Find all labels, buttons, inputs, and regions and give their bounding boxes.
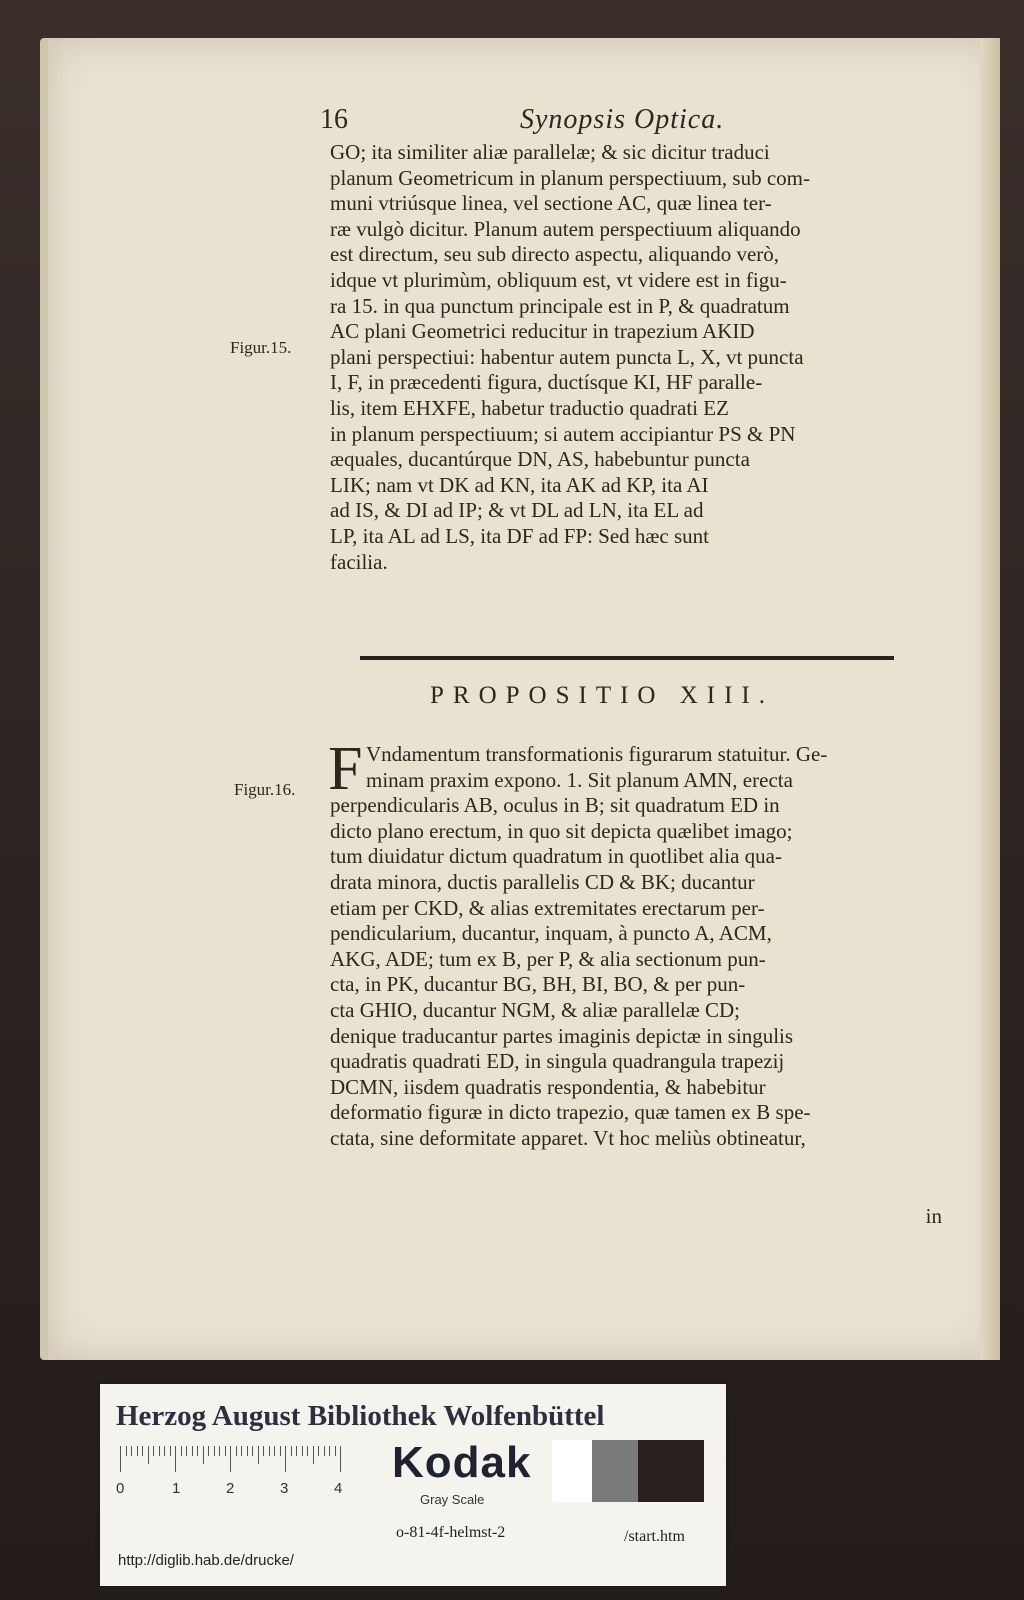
- ruler-tick: [291, 1446, 292, 1456]
- text-line: DCMN, iisdem quadratis respondentia, & habebitur: [330, 1074, 766, 1099]
- gray-swatch-white: [552, 1440, 592, 1502]
- ruler-tick: [225, 1446, 226, 1456]
- text-line: drata minora, ductis parallelis CD & BK; ducantur: [330, 869, 755, 894]
- ruler-tick: [120, 1446, 121, 1472]
- ruler: [120, 1446, 360, 1472]
- ruler-tick: [197, 1446, 198, 1456]
- text-line: deformatio figuræ in dicto trapezio, quæ tamen ex B spe-: [330, 1100, 811, 1125]
- text-line: ctata, sine deformitate apparet. Vt hoc meliùs obtineatur,: [330, 1125, 806, 1150]
- text-line: lis, item EHXFE, habetur traductio quadrati EZ: [330, 395, 729, 420]
- ruler-tick: [340, 1446, 341, 1472]
- text-line: GO; ita similiter aliæ parallelæ; & sic dicitur traduci: [330, 140, 770, 164]
- ruler-number: 2: [226, 1480, 235, 1497]
- ruler-number: 1: [172, 1480, 181, 1497]
- ruler-tick: [126, 1446, 127, 1456]
- library-label-card: [100, 1384, 726, 1586]
- ruler-tick: [329, 1446, 330, 1456]
- ruler-tick: [192, 1446, 193, 1456]
- text-line: LIK; nam vt DK ad KN, ita AK ad KP, ita AI: [330, 472, 709, 497]
- page-edge: [980, 38, 1000, 1360]
- ruler-tick: [137, 1446, 138, 1456]
- ruler-number: 0: [116, 1480, 125, 1497]
- url-left: http://diglib.hab.de/drucke/: [118, 1552, 294, 1569]
- text-line: cta, in PK, ducantur BG, BH, BI, BO, & per pun-: [330, 972, 746, 997]
- library-name: Herzog August Bibliothek Wolfenbüttel: [116, 1400, 605, 1432]
- ruler-tick: [335, 1446, 336, 1456]
- text-line: ra 15. in qua punctum principale est in P, & quadratum: [330, 293, 790, 318]
- text-line: muni vtriúsque linea, vel sectione AC, quæ linea ter-: [330, 191, 772, 216]
- ruler-tick: [324, 1446, 325, 1456]
- ruler-tick: [186, 1446, 187, 1456]
- ruler-tick: [164, 1446, 165, 1456]
- ruler-tick: [252, 1446, 253, 1456]
- text-line: cta GHIO, ducantur NGM, & aliæ parallelæ CD;: [330, 997, 740, 1022]
- ruler-tick: [236, 1446, 237, 1456]
- margin-note-figure-16: Figur.16.: [234, 780, 296, 799]
- text-line: est directum, seu sub directo aspectu, aliquando verò,: [330, 242, 780, 267]
- ruler-tick: [296, 1446, 297, 1456]
- ruler-tick: [247, 1446, 248, 1456]
- ruler-tick: [263, 1446, 264, 1456]
- ruler-tick: [285, 1446, 286, 1472]
- gray-scale-label: Gray Scale: [420, 1492, 485, 1507]
- running-title: Synopsis Optica.: [520, 104, 725, 135]
- ruler-tick: [181, 1446, 182, 1456]
- ruler-tick: [159, 1446, 160, 1456]
- ruler-tick: [241, 1446, 242, 1456]
- ruler-tick: [230, 1446, 231, 1472]
- section-rule: [360, 656, 894, 660]
- text-line: plani perspectiui: habentur autem puncta L, X, vt puncta: [330, 344, 804, 369]
- text-line: in planum perspectiuum; si autem accipiantur PS & PN: [330, 421, 796, 446]
- text-line: LP, ita AL ad LS, ita DF ad FP: Sed hæc sunt: [330, 523, 709, 548]
- ruler-tick: [208, 1446, 209, 1456]
- ruler-tick: [203, 1446, 204, 1464]
- shelfmark: o-81-4f-helmst-2: [396, 1524, 506, 1541]
- text-line: ad IS, & DI ad IP; & vt DL ad LN, ita EL ad: [330, 498, 704, 523]
- ruler-tick: [142, 1446, 143, 1456]
- ruler-tick: [269, 1446, 270, 1456]
- text-line: pendicularium, ducantur, inquam, à puncto A, ACM,: [330, 921, 772, 946]
- text-line: AC plani Geometrici reducitur in trapezium AKID: [330, 319, 755, 344]
- kodak-logo: Kodak: [392, 1438, 532, 1487]
- text-line: AKG, ADE; tum ex B, per P, & alia sectionum pun-: [330, 946, 766, 971]
- ruler-tick: [307, 1446, 308, 1456]
- ruler-tick: [302, 1446, 303, 1456]
- ruler-tick: [318, 1446, 319, 1456]
- text-line: ræ vulgò dicitur. Planum autem perspectiuum aliquando: [330, 216, 801, 241]
- ruler-number: 4: [334, 1480, 343, 1497]
- ruler-tick: [131, 1446, 132, 1456]
- text-line: facilia.: [330, 549, 388, 574]
- ruler-tick: [313, 1446, 314, 1464]
- margin-note-figure-15: Figur.15.: [230, 338, 292, 357]
- catchword: in: [925, 1204, 942, 1228]
- page-number: 16: [320, 104, 348, 135]
- text-line: quadratis quadrati ED, in singula quadrangula trapezij: [330, 1049, 785, 1074]
- text-line: minam praxim expono. 1. Sit planum AMN, erecta: [366, 767, 793, 792]
- drop-capital: F: [328, 735, 363, 803]
- text-line: Vndamentum transformationis figurarum statuitur. Ge-: [366, 742, 828, 766]
- ruler-tick: [170, 1446, 171, 1456]
- text-line: I, F, in præcedenti figura, ductísque KI, HF paralle-: [330, 370, 763, 395]
- ruler-tick: [219, 1446, 220, 1456]
- ruler-tick: [148, 1446, 149, 1464]
- ruler-tick: [280, 1446, 281, 1456]
- text-line: denique traducantur partes imaginis depictæ in singulis: [330, 1023, 794, 1048]
- proposition-heading: PROPOSITIO XIII.: [430, 682, 774, 709]
- text-line: etiam per CKD, & alias extremitates erectarum per-: [330, 895, 765, 920]
- page-header: [320, 104, 760, 144]
- text-line: planum Geometricum in planum perspectiuum, sub com-: [330, 165, 810, 190]
- ruler-tick: [175, 1446, 176, 1472]
- text-line: dicto plano erectum, in quo sit depicta quælibet imago;: [330, 818, 793, 843]
- text-line: tum diuidatur dictum quadratum in quotlibet alia qua-: [330, 844, 782, 869]
- paragraph-2: [330, 742, 942, 1152]
- ruler-tick: [153, 1446, 154, 1456]
- gray-swatch-dark: [638, 1440, 704, 1502]
- ruler-tick: [274, 1446, 275, 1456]
- text-line: idque vt plurimùm, obliquum est, vt videre est in figu-: [330, 267, 787, 292]
- text-line: perpendicularis AB, oculus in B; sit quadratum ED in: [330, 793, 780, 818]
- text-line: æquales, ducantúrque DN, AS, habebuntur puncta: [330, 447, 750, 472]
- gray-swatch-mid: [592, 1440, 638, 1502]
- url-right: /start.htm: [624, 1528, 685, 1545]
- ruler-tick: [258, 1446, 259, 1464]
- paragraph-1: [330, 140, 942, 575]
- ruler-number: 3: [280, 1480, 289, 1497]
- ruler-tick: [214, 1446, 215, 1456]
